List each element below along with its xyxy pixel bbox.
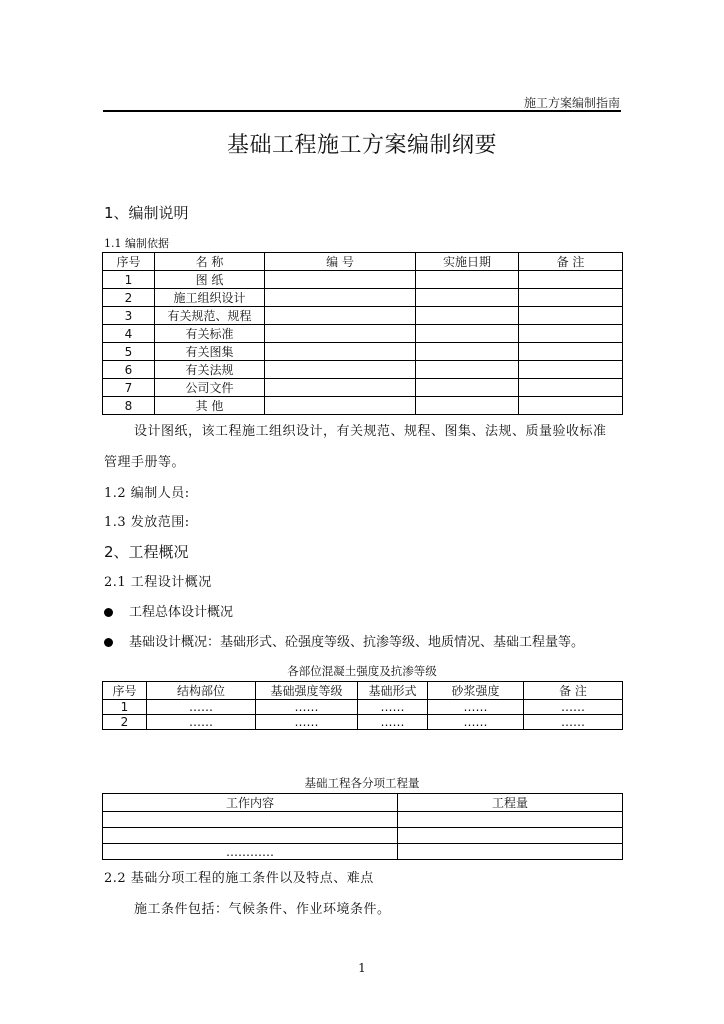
table-row [103,271,623,289]
bullet-item [104,601,233,620]
subsection-2-2: 2.2 基础分项工程的施工条件以及特点、难点 [104,871,374,886]
section-2-heading: 2、工程概况 [104,543,189,561]
col-header-form: 基础形式 [358,682,428,700]
bullet-item [104,631,584,650]
table-row [103,700,623,715]
table-row [103,361,623,379]
cell-empty [519,289,623,307]
bullet-icon [104,608,113,617]
cell-empty [265,397,416,415]
cell: …… [256,715,358,730]
col-header-remark: 备 注 [519,253,623,271]
cell-empty [416,307,519,325]
basis-paragraph-line-2: 管理手册等。 [104,455,186,470]
header-rule [103,110,621,112]
cell-empty [416,379,519,397]
cell [103,828,398,844]
cell: ………… [103,844,398,860]
table-row [103,343,623,361]
col-header-index: 序号 [103,682,147,700]
cell-empty [265,271,416,289]
col-header-quantity: 工程量 [398,794,623,812]
cell-index: 6 [103,361,155,379]
table-row [103,397,623,415]
cell-index: 3 [103,307,155,325]
cell [103,812,398,828]
cell-name: 有关标准 [155,325,265,343]
bullet-text: 工程总体设计概况 [129,605,234,620]
col-header-mortar: 砂浆强度 [428,682,524,700]
cell: …… [524,700,623,715]
cell-empty [416,271,519,289]
cell: …… [147,715,256,730]
cell [398,828,623,844]
cell-name: 其 他 [155,397,265,415]
cell-empty [519,379,623,397]
table-row [103,307,623,325]
cell-index: 7 [103,379,155,397]
table-row [103,844,623,860]
cell-empty [416,289,519,307]
cell-name: 有关图集 [155,343,265,361]
cell-empty [416,325,519,343]
cell-empty [519,397,623,415]
cell-empty [519,271,623,289]
cell-empty [265,343,416,361]
basis-paragraph-line-1: 设计图纸，该工程施工组织设计，有关规范、规程、图集、法规、质量验收标准 [134,424,607,439]
cell-name: 图 纸 [155,271,265,289]
cell-empty [265,325,416,343]
cell: …… [358,715,428,730]
cell: …… [428,700,524,715]
bullet-icon [104,638,113,647]
bullet-text: 基础设计概况：基础形式、砼强度等级、抗渗等级、地质情况、基础工程量等。 [129,635,585,650]
subsection-2-1: 2.1 工程设计概况 [104,575,212,590]
subsection-1-3: 1.3 发放范围: [104,515,190,530]
cell-empty [265,307,416,325]
cell-name: 有关规范、规程 [155,307,265,325]
page-number: 1 [358,961,366,975]
cell: …… [358,700,428,715]
document-title: 基础工程施工方案编制纲要 [226,133,497,158]
cell-empty [265,361,416,379]
col-header-name: 名 称 [155,253,265,271]
subsection-1-2: 1.2 编制人员: [104,486,190,501]
col-header-index: 序号 [103,253,155,271]
basis-table [102,252,623,415]
cell-empty [519,325,623,343]
cell: 1 [103,700,147,715]
cell-name: 施工组织设计 [155,289,265,307]
col-header-date: 实施日期 [416,253,519,271]
table-row [103,828,623,844]
cell-empty [416,343,519,361]
cell-empty [519,343,623,361]
table-row [103,325,623,343]
table-row [103,812,623,828]
col-header-strength: 基础强度等级 [256,682,358,700]
strength-table [102,681,623,730]
cell-empty [416,361,519,379]
cell [398,844,623,860]
cell-index: 1 [103,271,155,289]
table-2-caption: 各部位混凝土强度及抗渗等级 [287,664,437,678]
cell: …… [147,700,256,715]
table-row [103,715,623,730]
cell-name: 公司文件 [155,379,265,397]
cell-index: 4 [103,325,155,343]
cell-index: 8 [103,397,155,415]
cell: 2 [103,715,147,730]
cell: …… [428,715,524,730]
col-header-part: 结构部位 [147,682,256,700]
col-header-work: 工作内容 [103,794,398,812]
cell-index: 5 [103,343,155,361]
col-header-remark: 备 注 [524,682,623,700]
cell-empty [519,361,623,379]
cell-name: 有关法规 [155,361,265,379]
cell: …… [524,715,623,730]
section-1-heading: 1、编制说明 [104,204,189,222]
subsection-1-1: 1.1 编制依据 [104,237,169,250]
quantity-table [102,793,623,860]
table-row [103,289,623,307]
cell-empty [265,289,416,307]
cell-empty [265,379,416,397]
conditions-paragraph: 施工条件包括：气候条件、作业环境条件。 [134,902,391,917]
cell-index: 2 [103,289,155,307]
table-row [103,379,623,397]
cell-empty [416,397,519,415]
running-header: 施工方案编制指南 [523,96,620,110]
table-3-caption: 基础工程各分项工程量 [304,776,420,790]
cell [398,812,623,828]
cell-empty [519,307,623,325]
col-header-code: 编 号 [265,253,416,271]
cell: …… [256,700,358,715]
